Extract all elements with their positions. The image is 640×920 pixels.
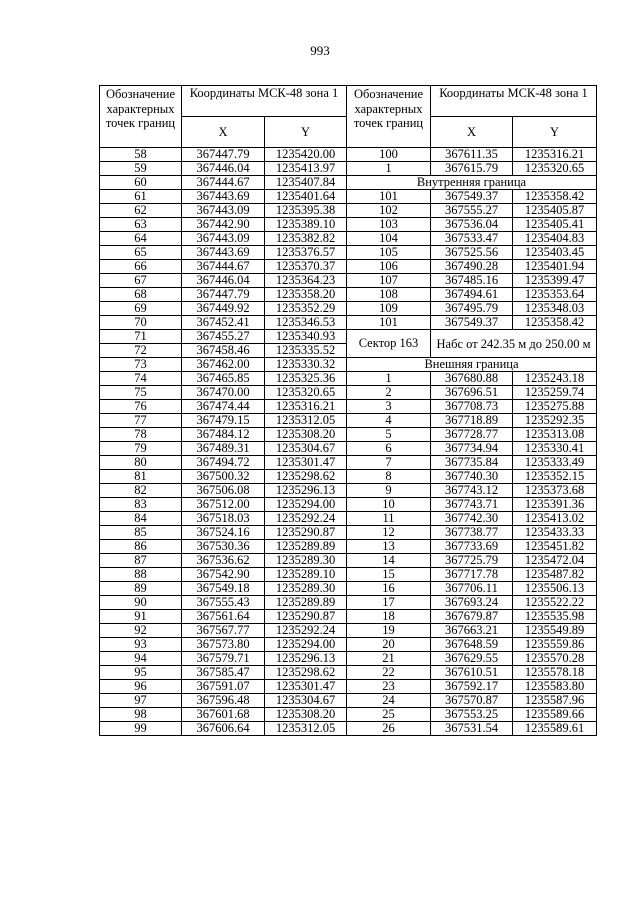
left-point-id: 59 — [100, 162, 182, 176]
left-y-value: 1235308.20 — [265, 708, 347, 722]
left-x-value: 367542.90 — [182, 568, 265, 582]
left-point-id: 77 — [100, 414, 182, 428]
table-row — [100, 442, 597, 456]
table-row — [100, 456, 597, 470]
left-x-value: 367536.62 — [182, 554, 265, 568]
left-x-value: 367443.09 — [182, 232, 265, 246]
right-point-id: 17 — [347, 596, 431, 610]
left-x-value: 367549.18 — [182, 582, 265, 596]
left-x-value: 367442.90 — [182, 218, 265, 232]
left-x-value: 367458.46 — [182, 344, 265, 358]
right-x-value: 367570.87 — [431, 694, 513, 708]
right-y-value: 1235405.41 — [513, 218, 597, 232]
right-x-value: 367494.61 — [431, 288, 513, 302]
left-y-value: 1235389.10 — [265, 218, 347, 232]
left-x-value: 367573.80 — [182, 638, 265, 652]
right-y-value: 1235506.13 — [513, 582, 597, 596]
left-x-value: 367579.71 — [182, 652, 265, 666]
right-point-id: 24 — [347, 694, 431, 708]
left-x-value: 367443.69 — [182, 190, 265, 204]
left-y-value: 1235382.82 — [265, 232, 347, 246]
right-point-id: 20 — [347, 638, 431, 652]
right-y-value: 1235522.22 — [513, 596, 597, 610]
left-y-value: 1235304.67 — [265, 442, 347, 456]
left-y-value: 1235292.24 — [265, 624, 347, 638]
table-row — [100, 708, 597, 722]
left-y-value: 1235370.37 — [265, 260, 347, 274]
right-point-id: 108 — [347, 288, 431, 302]
left-point-id: 58 — [100, 148, 182, 162]
right-x-value: 367742.30 — [431, 512, 513, 526]
section-heading-outer: Внешняя граница — [347, 358, 597, 372]
right-y-value: 1235358.42 — [513, 316, 597, 330]
left-point-id: 76 — [100, 400, 182, 414]
left-y-value: 1235289.89 — [265, 540, 347, 554]
right-point-id: 105 — [347, 246, 431, 260]
right-x-value: 367706.11 — [431, 582, 513, 596]
right-point-id: 100 — [347, 148, 431, 162]
left-point-id: 99 — [100, 722, 182, 736]
right-y-value: 1235451.82 — [513, 540, 597, 554]
right-x-value: 367610.51 — [431, 666, 513, 680]
right-y-value: 1235399.47 — [513, 274, 597, 288]
left-x-value: 367561.64 — [182, 610, 265, 624]
left-point-id: 68 — [100, 288, 182, 302]
table-row — [100, 624, 597, 638]
right-point-id: 3 — [347, 400, 431, 414]
header-point-label-left: Обозначение характерных точек границ — [100, 86, 182, 148]
left-x-value: 367555.43 — [182, 596, 265, 610]
header-coord-system-left: Координаты МСК-48 зона 1 — [182, 86, 347, 117]
left-point-id: 87 — [100, 554, 182, 568]
right-x-value: 367738.77 — [431, 526, 513, 540]
right-point-id: 12 — [347, 526, 431, 540]
table-row — [100, 414, 597, 428]
table-row — [100, 554, 597, 568]
left-y-value: 1235289.30 — [265, 582, 347, 596]
left-point-id: 67 — [100, 274, 182, 288]
right-point-id: 25 — [347, 708, 431, 722]
left-y-value: 1235364.23 — [265, 274, 347, 288]
left-point-id: 82 — [100, 484, 182, 498]
left-y-value: 1235289.30 — [265, 554, 347, 568]
left-y-value: 1235420.00 — [265, 148, 347, 162]
table-row — [100, 358, 597, 372]
right-x-value: 367536.04 — [431, 218, 513, 232]
table-row — [100, 652, 597, 666]
right-y-value: 1235391.36 — [513, 498, 597, 512]
table-row — [100, 680, 597, 694]
right-x-value: 367531.54 — [431, 722, 513, 736]
left-point-id: 93 — [100, 638, 182, 652]
right-point-id: 102 — [347, 204, 431, 218]
left-point-id: 62 — [100, 204, 182, 218]
left-x-value: 367512.00 — [182, 498, 265, 512]
left-y-value: 1235290.87 — [265, 526, 347, 540]
right-y-value: 1235358.42 — [513, 190, 597, 204]
right-x-value: 367555.27 — [431, 204, 513, 218]
left-x-value: 367606.64 — [182, 722, 265, 736]
left-point-id: 89 — [100, 582, 182, 596]
left-y-value: 1235312.05 — [265, 722, 347, 736]
right-point-id: 14 — [347, 554, 431, 568]
right-x-value: 367629.55 — [431, 652, 513, 666]
left-x-value: 367474.44 — [182, 400, 265, 414]
left-x-value: 367518.03 — [182, 512, 265, 526]
right-x-value: 367718.89 — [431, 414, 513, 428]
left-point-id: 61 — [100, 190, 182, 204]
left-y-value: 1235298.62 — [265, 666, 347, 680]
left-point-id: 85 — [100, 526, 182, 540]
left-x-value: 367585.47 — [182, 666, 265, 680]
right-point-id: 19 — [347, 624, 431, 638]
left-x-value: 367449.92 — [182, 302, 265, 316]
left-point-id: 81 — [100, 470, 182, 484]
right-point-id: 101 — [347, 316, 431, 330]
right-point-id: 1 — [347, 372, 431, 386]
table-row — [100, 498, 597, 512]
right-y-value: 1235559.86 — [513, 638, 597, 652]
table-row — [100, 596, 597, 610]
header-x-right: X — [431, 117, 513, 148]
left-y-value: 1235376.57 — [265, 246, 347, 260]
left-point-id: 84 — [100, 512, 182, 526]
right-x-value: 367740.30 — [431, 470, 513, 484]
right-y-value: 1235333.49 — [513, 456, 597, 470]
left-x-value: 367567.77 — [182, 624, 265, 638]
left-point-id: 73 — [100, 358, 182, 372]
table-row — [100, 484, 597, 498]
table-row — [100, 400, 597, 414]
right-y-value: 1235313.08 — [513, 428, 597, 442]
right-x-value: 367525.56 — [431, 246, 513, 260]
right-x-value: 367485.16 — [431, 274, 513, 288]
table-row — [100, 582, 597, 596]
right-x-value: 367696.51 — [431, 386, 513, 400]
right-y-value: 1235472.04 — [513, 554, 597, 568]
right-y-value: 1235243.18 — [513, 372, 597, 386]
table-row — [100, 148, 597, 162]
right-y-value: 1235320.65 — [513, 162, 597, 176]
table-row — [100, 526, 597, 540]
right-x-value: 367708.73 — [431, 400, 513, 414]
table-row — [100, 176, 597, 190]
left-y-value: 1235301.47 — [265, 456, 347, 470]
right-x-value: 367553.25 — [431, 708, 513, 722]
right-point-id: 2 — [347, 386, 431, 400]
left-y-value: 1235358.20 — [265, 288, 347, 302]
right-y-value: 1235259.74 — [513, 386, 597, 400]
table-body — [100, 148, 597, 736]
right-point-id: 7 — [347, 456, 431, 470]
right-point-id: 6 — [347, 442, 431, 456]
right-x-value: 367549.37 — [431, 190, 513, 204]
left-point-id: 91 — [100, 610, 182, 624]
left-x-value: 367524.16 — [182, 526, 265, 540]
right-point-id: 103 — [347, 218, 431, 232]
table-row — [100, 260, 597, 274]
left-y-value: 1235308.20 — [265, 428, 347, 442]
left-x-value: 367596.48 — [182, 694, 265, 708]
left-x-value: 367455.27 — [182, 330, 265, 344]
left-y-value: 1235292.24 — [265, 512, 347, 526]
left-x-value: 367443.69 — [182, 246, 265, 260]
left-x-value: 367530.36 — [182, 540, 265, 554]
header-y-right: Y — [513, 117, 597, 148]
left-x-value: 367470.00 — [182, 386, 265, 400]
left-y-value: 1235296.13 — [265, 652, 347, 666]
coordinates-table — [99, 85, 597, 736]
left-point-id: 72 — [100, 344, 182, 358]
left-y-value: 1235289.10 — [265, 568, 347, 582]
left-point-id: 94 — [100, 652, 182, 666]
page-number: 993 — [310, 43, 330, 58]
table-row — [100, 204, 597, 218]
left-point-id: 96 — [100, 680, 182, 694]
header-y-left: Y — [265, 117, 347, 148]
left-y-value: 1235346.53 — [265, 316, 347, 330]
left-point-id: 69 — [100, 302, 182, 316]
table-row — [100, 722, 597, 736]
table-row — [100, 288, 597, 302]
right-x-value: 367648.59 — [431, 638, 513, 652]
right-x-value: 367735.84 — [431, 456, 513, 470]
right-x-value: 367743.71 — [431, 498, 513, 512]
left-point-id: 71 — [100, 330, 182, 344]
right-y-value: 1235401.94 — [513, 260, 597, 274]
right-y-value: 1235535.98 — [513, 610, 597, 624]
left-y-value: 1235301.47 — [265, 680, 347, 694]
right-point-id: 11 — [347, 512, 431, 526]
right-point-id: 101 — [347, 190, 431, 204]
right-point-id: 16 — [347, 582, 431, 596]
table-row — [100, 666, 597, 680]
header-x-left: X — [182, 117, 265, 148]
right-x-value: 367734.94 — [431, 442, 513, 456]
right-y-value: 1235487.82 — [513, 568, 597, 582]
right-y-value: 1235348.03 — [513, 302, 597, 316]
right-x-value: 367728.77 — [431, 428, 513, 442]
left-y-value: 1235413.97 — [265, 162, 347, 176]
right-x-value: 367717.78 — [431, 568, 513, 582]
left-point-id: 83 — [100, 498, 182, 512]
right-y-value: 1235316.21 — [513, 148, 597, 162]
table-row — [100, 246, 597, 260]
right-x-value: 367693.24 — [431, 596, 513, 610]
table-row — [100, 162, 597, 176]
right-x-value: 367679.87 — [431, 610, 513, 624]
right-point-id: 1 — [347, 162, 431, 176]
left-point-id: 64 — [100, 232, 182, 246]
right-x-value: 367533.47 — [431, 232, 513, 246]
right-y-value: 1235352.15 — [513, 470, 597, 484]
right-y-value: 1235589.61 — [513, 722, 597, 736]
left-point-id: 95 — [100, 666, 182, 680]
table-row — [100, 316, 597, 330]
right-y-value: 1235330.41 — [513, 442, 597, 456]
left-y-value: 1235352.29 — [265, 302, 347, 316]
left-point-id: 79 — [100, 442, 182, 456]
right-y-value: 1235578.18 — [513, 666, 597, 680]
left-x-value: 367591.07 — [182, 680, 265, 694]
left-point-id: 75 — [100, 386, 182, 400]
left-y-value: 1235298.62 — [265, 470, 347, 484]
table-row — [100, 512, 597, 526]
sector-label: Сектор 163 — [347, 330, 431, 358]
left-x-value: 367484.12 — [182, 428, 265, 442]
header-point-label-right: Обозначение характерных точек границ — [347, 86, 431, 148]
left-point-id: 97 — [100, 694, 182, 708]
table-row — [100, 386, 597, 400]
table-row — [100, 694, 597, 708]
left-point-id: 88 — [100, 568, 182, 582]
left-x-value: 367500.32 — [182, 470, 265, 484]
table-row — [100, 470, 597, 484]
right-y-value: 1235433.33 — [513, 526, 597, 540]
table-row — [100, 232, 597, 246]
left-y-value: 1235330.32 — [265, 358, 347, 372]
left-y-value: 1235407.84 — [265, 176, 347, 190]
left-point-id: 63 — [100, 218, 182, 232]
table-row — [100, 302, 597, 316]
left-y-value: 1235296.13 — [265, 484, 347, 498]
right-y-value: 1235405.87 — [513, 204, 597, 218]
right-x-value: 367592.17 — [431, 680, 513, 694]
left-x-value: 367446.04 — [182, 162, 265, 176]
left-point-id: 98 — [100, 708, 182, 722]
left-point-id: 80 — [100, 456, 182, 470]
left-y-value: 1235320.65 — [265, 386, 347, 400]
right-point-id: 10 — [347, 498, 431, 512]
right-point-id: 22 — [347, 666, 431, 680]
left-point-id: 92 — [100, 624, 182, 638]
left-point-id: 74 — [100, 372, 182, 386]
section-heading-inner: Внутренняя граница — [347, 176, 597, 190]
left-x-value: 367506.08 — [182, 484, 265, 498]
right-y-value: 1235292.35 — [513, 414, 597, 428]
left-x-value: 367446.04 — [182, 274, 265, 288]
right-x-value: 367663.21 — [431, 624, 513, 638]
right-x-value: 367725.79 — [431, 554, 513, 568]
left-x-value: 367447.79 — [182, 288, 265, 302]
right-y-value: 1235413.02 — [513, 512, 597, 526]
table-row — [100, 218, 597, 232]
right-x-value: 367680.88 — [431, 372, 513, 386]
right-x-value: 367495.79 — [431, 302, 513, 316]
right-y-value: 1235403.45 — [513, 246, 597, 260]
right-x-value: 367549.37 — [431, 316, 513, 330]
right-point-id: 4 — [347, 414, 431, 428]
right-point-id: 109 — [347, 302, 431, 316]
right-point-id: 18 — [347, 610, 431, 624]
left-y-value: 1235290.87 — [265, 610, 347, 624]
table-row — [100, 540, 597, 554]
right-point-id: 8 — [347, 470, 431, 484]
sector-elevation-note: Набс от 242.35 м до 250.00 м — [431, 330, 597, 358]
right-point-id: 106 — [347, 260, 431, 274]
right-point-id: 104 — [347, 232, 431, 246]
right-point-id: 13 — [347, 540, 431, 554]
left-y-value: 1235304.67 — [265, 694, 347, 708]
right-x-value: 367611.35 — [431, 148, 513, 162]
right-x-value: 367490.28 — [431, 260, 513, 274]
right-y-value: 1235589.66 — [513, 708, 597, 722]
left-x-value: 367444.67 — [182, 176, 265, 190]
right-point-id: 21 — [347, 652, 431, 666]
table-row — [100, 190, 597, 204]
right-y-value: 1235587.96 — [513, 694, 597, 708]
table-row — [100, 274, 597, 288]
right-point-id: 9 — [347, 484, 431, 498]
right-y-value: 1235275.88 — [513, 400, 597, 414]
left-point-id: 70 — [100, 316, 182, 330]
right-point-id: 23 — [347, 680, 431, 694]
left-y-value: 1235294.00 — [265, 638, 347, 652]
right-y-value: 1235373.68 — [513, 484, 597, 498]
table-row — [100, 638, 597, 652]
table-row — [100, 610, 597, 624]
left-point-id: 65 — [100, 246, 182, 260]
right-y-value: 1235404.83 — [513, 232, 597, 246]
left-y-value: 1235340.93 — [265, 330, 347, 344]
left-x-value: 367462.00 — [182, 358, 265, 372]
right-y-value: 1235583.80 — [513, 680, 597, 694]
left-x-value: 367447.79 — [182, 148, 265, 162]
left-y-value: 1235316.21 — [265, 400, 347, 414]
left-x-value: 367601.68 — [182, 708, 265, 722]
left-x-value: 367479.15 — [182, 414, 265, 428]
left-x-value: 367452.41 — [182, 316, 265, 330]
left-y-value: 1235312.05 — [265, 414, 347, 428]
right-y-value: 1235570.28 — [513, 652, 597, 666]
right-y-value: 1235549.89 — [513, 624, 597, 638]
left-x-value: 367489.31 — [182, 442, 265, 456]
left-y-value: 1235401.64 — [265, 190, 347, 204]
left-y-value: 1235325.36 — [265, 372, 347, 386]
right-point-id: 15 — [347, 568, 431, 582]
left-x-value: 367443.09 — [182, 204, 265, 218]
header-coord-system-right: Координаты МСК-48 зона 1 — [431, 86, 597, 117]
left-y-value: 1235395.38 — [265, 204, 347, 218]
left-y-value: 1235294.00 — [265, 498, 347, 512]
right-x-value: 367733.69 — [431, 540, 513, 554]
left-y-value: 1235335.52 — [265, 344, 347, 358]
left-point-id: 66 — [100, 260, 182, 274]
right-x-value: 367615.79 — [431, 162, 513, 176]
table-row — [100, 330, 597, 344]
left-x-value: 367465.85 — [182, 372, 265, 386]
left-y-value: 1235289.89 — [265, 596, 347, 610]
right-y-value: 1235353.64 — [513, 288, 597, 302]
left-point-id: 90 — [100, 596, 182, 610]
right-point-id: 5 — [347, 428, 431, 442]
right-x-value: 367743.12 — [431, 484, 513, 498]
right-point-id: 26 — [347, 722, 431, 736]
left-point-id: 78 — [100, 428, 182, 442]
left-point-id: 60 — [100, 176, 182, 190]
table-row — [100, 568, 597, 582]
right-point-id: 107 — [347, 274, 431, 288]
left-point-id: 86 — [100, 540, 182, 554]
table-row — [100, 372, 597, 386]
table-row — [100, 428, 597, 442]
left-x-value: 367444.67 — [182, 260, 265, 274]
left-x-value: 367494.72 — [182, 456, 265, 470]
